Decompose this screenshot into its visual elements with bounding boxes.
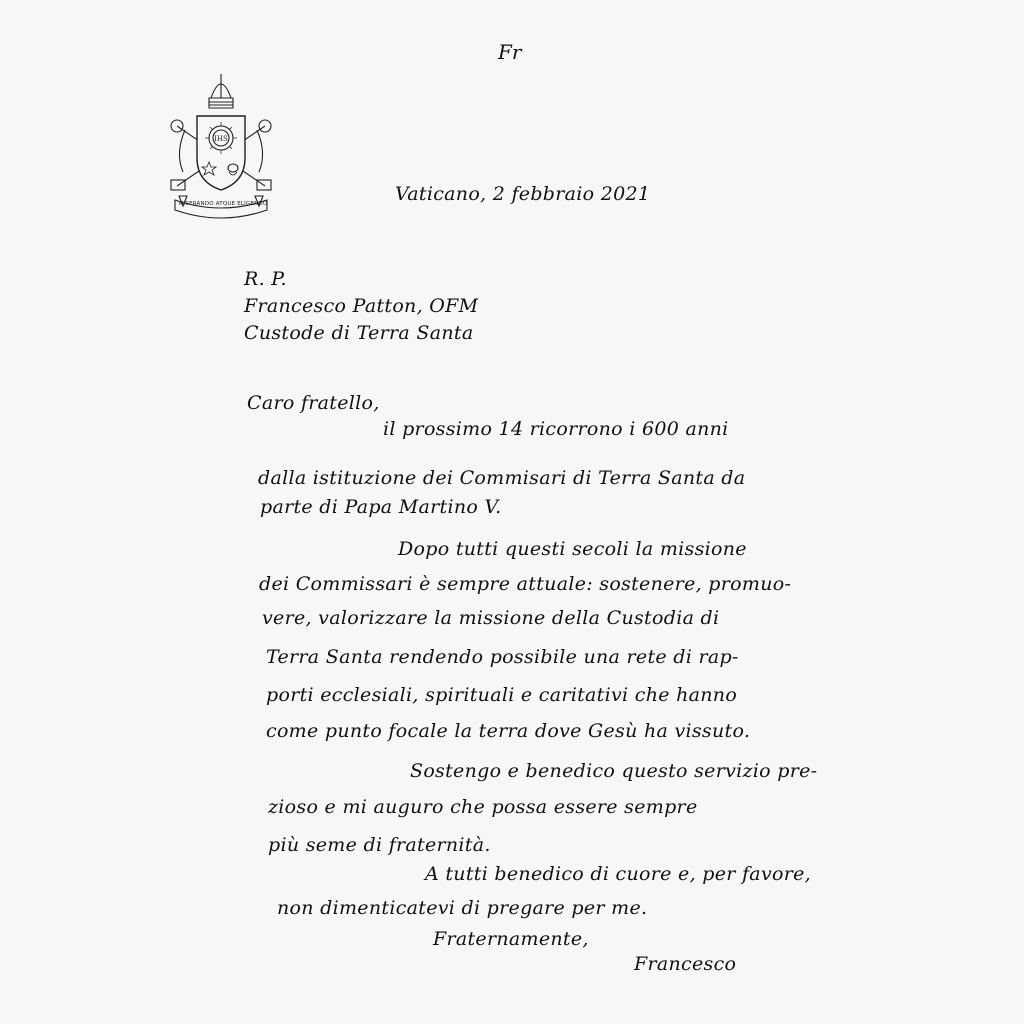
body-line: più seme di fraternità.	[268, 834, 491, 856]
date-line: Vaticano, 2 febbraio 2021	[395, 183, 651, 205]
body-line: dalla istituzione dei Commisari di Terra Santa da	[258, 467, 746, 489]
body-line: Dopo tutti questi secoli la missione	[398, 538, 747, 560]
recipient-title: R. P.	[244, 268, 287, 290]
body-line: Terra Santa rendendo possibile una rete di rap-	[266, 646, 739, 668]
body-line: vere, valorizzare la missione della Custodia di	[262, 607, 720, 629]
letterhead-mark: Fr	[498, 40, 522, 64]
salutation: Caro fratello,	[247, 392, 380, 414]
body-line: come punto focale la terra dove Gesù ha vissuto.	[266, 720, 751, 742]
recipient-office: Custode di Terra Santa	[244, 322, 474, 344]
body-line: Sostengo e benedico questo servizio pre-	[410, 760, 818, 782]
body-line: dei Commissari è sempre attuale: sostenere, promuo-	[259, 573, 792, 595]
body-line: zioso e mi auguro che possa essere sempre	[268, 796, 698, 818]
coat-of-arms-motto: MISERANDO ATQUE ELIGENDO	[178, 201, 268, 207]
body-line: A tutti benedico di cuore e, per favore,	[425, 863, 811, 885]
body-line: parte di Papa Martino V.	[260, 496, 502, 518]
body-line: porti ecclesiali, spirituali e caritativi che hanno	[266, 684, 738, 706]
body-line: non dimenticatevi di pregare per me.	[277, 897, 648, 919]
body-line: il prossimo 14 ricorrono i 600 anni	[383, 418, 729, 440]
closing: Fraternamente,	[433, 928, 589, 950]
signature: Francesco	[634, 953, 737, 975]
recipient-name: Francesco Patton, OFM	[244, 295, 479, 317]
svg-text:IHS: IHS	[214, 135, 228, 143]
